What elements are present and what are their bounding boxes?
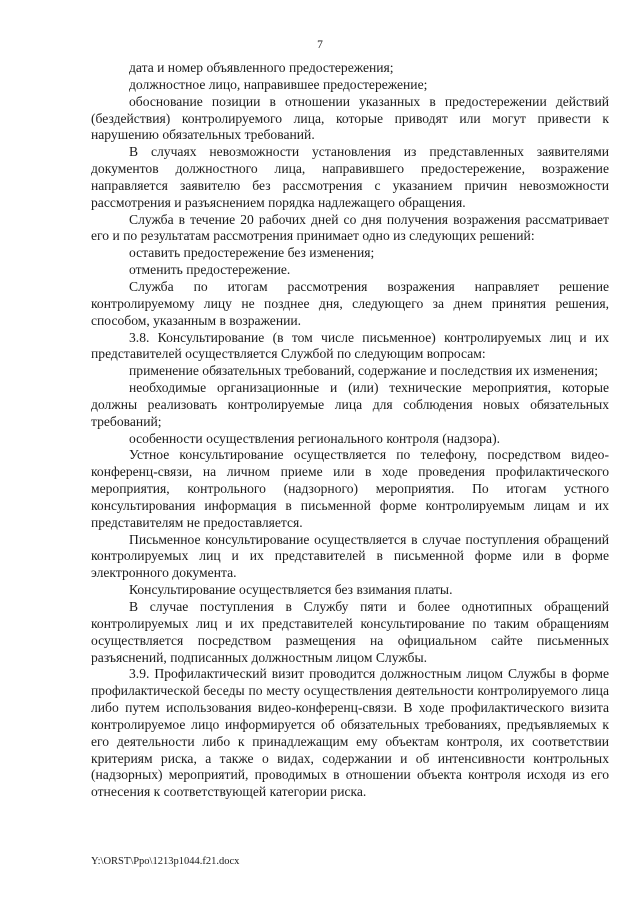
paragraph: дата и номер объявленного предостережения;	[129, 60, 394, 75]
paragraph: необходимые организационные и (или) технические мероприятия, которые должны реализовать контролируемые лица для соблюдения новых обязательных требований;	[91, 380, 609, 429]
paragraph: В случаях невозможности установления из представленных заявителями документов должностного лица, направившего предостережение, возражение направляется заявителю без рассмотрения с указанием причин невозможности рассмотрения и разъяснением порядка надлежащего обращения.	[91, 144, 609, 210]
paragraph: Письменное консультирование осуществляется в случае поступления обращений контролируемых лиц и их представителей в письменной форме или в форме электронного документа.	[91, 531, 609, 581]
paragraph: Консультирование осуществляется без взимания платы.	[129, 582, 453, 598]
paragraph: оставить предостережение без изменения;	[129, 245, 375, 261]
page-number: 7	[317, 39, 323, 51]
section-3-8-paragraph: 3.8. Консультирование (в том числе письменное) контролируемых лиц и их представителей осуществляется Службой по следующим вопросам:	[91, 329, 609, 362]
document-body	[91, 60, 609, 801]
paragraph: Служба по итогам рассмотрения возражения направляет решение контролируемому лицу не позднее дня, следующего за днем принятия решения, способом, указанным в возражении.	[91, 278, 609, 328]
paragraph: отменить предостережение.	[129, 262, 291, 278]
paragraph: Устное консультирование осуществляется по телефону, посредством видео-конференц-связи, на личном приеме или в ходе проведения профилактического мероприятия, контрольного (надзорного) мероприятия. По итогам устного консультирования информация в письменной форме контролируемым лицам и их представителям не предоставляется.	[91, 447, 609, 530]
section-3-9-paragraph: 3.9. Профилактический визит проводится должностным лицом Службы в форме профилактической беседы по месту осуществления деятельности контролируемого лица либо путем использования видео-конференц-связи. В ходе профилактического визита контролируемое лицо информируется об обязательных требованиях, предъявляемых к его деятельности либо к принадлежащим ему объектам контроля, их соответствии критериям риска, а также о видах, содержании и об интенсивности контрольных (надзорных) мероприятий, проводимых в отношении объекта контроля исходя из его отнесения к соответствующей категории риска.	[91, 666, 609, 800]
footer-file-path: Y:\ORST\Ppo\1213p1044.f21.docx	[91, 856, 240, 867]
paragraph: обоснование позиции в отношении указанных в предостережении действий (бездействия) контролируемого лица, которые приводят или могут привести к нарушению обязательных требований.	[91, 93, 609, 143]
paragraph: должностное лицо, направившее предостережение;	[129, 76, 428, 92]
paragraph: применение обязательных требований, содержание и последствия их изменения;	[129, 363, 599, 379]
paragraph: Служба в течение 20 рабочих дней со дня получения возражения рассматривает его и по результатам рассмотрения принимает одно из следующих решений:	[91, 211, 609, 244]
paragraph: В случае поступления в Службу пяти и более однотипных обращений контролируемых лиц и их представителей консультирование по таким обращениям осуществляется посредством размещения на официальном сайте письменных разъяснений, подписанных должностным лицом Службы.	[91, 599, 609, 665]
paragraph: особенности осуществления регионального контроля (надзора).	[129, 430, 501, 446]
